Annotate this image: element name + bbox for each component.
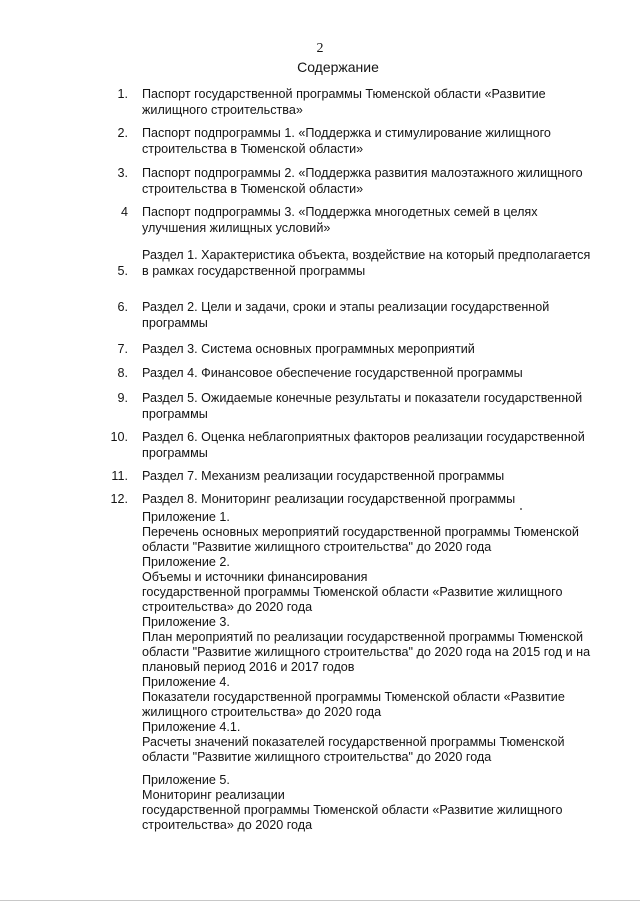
appendix-3 — [142, 615, 622, 675]
appendix-4-1 — [142, 720, 622, 765]
appendix-line: области "Развитие жилищного строительства" до 2020 года — [142, 540, 492, 554]
toc-item-number: 7. — [117, 342, 128, 356]
appendix-line: плановый период 2016 и 2017 годов — [142, 660, 355, 674]
appendix-line: Мониторинг реализации — [142, 788, 285, 802]
appendix-title: Приложение 3. — [142, 615, 230, 629]
appendix-line: Объемы и источники финансирования — [142, 570, 368, 584]
toc-item-line: Паспорт подпрограммы 2. «Поддержка развития малоэтажного жилищного — [142, 166, 583, 180]
appendix-line: государственной программы Тюменской области «Развитие жилищного — [142, 585, 563, 599]
page-number: 2 — [316, 41, 324, 56]
toc-item-number: 5. — [117, 264, 128, 278]
appendix-line: Перечень основных мероприятий государственной программы Тюменской — [142, 525, 579, 539]
appendix-line: жилищного строительства» до 2020 года — [142, 705, 382, 719]
appendix-5 — [142, 773, 622, 833]
toc-item-line: программы — [142, 316, 208, 330]
toc-item-line: строительства в Тюменской области» — [142, 182, 364, 196]
appendix-line: государственной программы Тюменской области «Развитие жилищного — [142, 803, 563, 817]
appendix-title: Приложение 5. — [142, 773, 230, 787]
toc-item-line: в рамках государственной программы — [142, 264, 366, 278]
appendix-title: Приложение 4.1. — [142, 720, 241, 734]
toc-item-number: 8. — [117, 366, 128, 380]
appendix-line: строительства» до 2020 года — [142, 818, 313, 832]
appendix-line: области "Развитие жилищного строительства" до 2020 года — [142, 750, 492, 764]
toc-item-line: Раздел 2. Цели и задачи, сроки и этапы реализации государственной — [142, 300, 550, 314]
toc-item-line: Раздел 4. Финансовое обеспечение государственной программы — [142, 366, 523, 380]
appendix-2 — [142, 555, 622, 615]
toc-item-number: 10. — [110, 430, 128, 444]
toc-item-line: Раздел 5. Ожидаемые конечные результаты и показатели государственной — [142, 391, 583, 405]
appendix-line: План мероприятий по реализации государственной программы Тюменской — [142, 630, 584, 644]
toc-item-line: Раздел 7. Механизм реализации государственной программы — [142, 469, 505, 483]
appendix-4 — [142, 675, 622, 720]
appendix-title: Приложение 2. — [142, 555, 230, 569]
appendix-title: Приложение 1. — [142, 510, 230, 524]
toc-item-line: программы — [142, 446, 208, 460]
page-title: Содержание — [297, 59, 379, 75]
toc-item-number: 2. — [117, 126, 128, 140]
appendix-line: Показатели государственной программы Тюменской области «Развитие — [142, 690, 565, 704]
toc-item-line: жилищного строительства» — [142, 103, 303, 117]
toc-item-number: 3. — [117, 166, 128, 180]
toc-item-number: 4 — [120, 205, 128, 219]
toc-item-line: Раздел 1. Характеристика объекта, воздействие на который предполагается — [142, 248, 591, 262]
toc-item-number: 6. — [117, 300, 128, 314]
toc-item-number: 12. — [110, 492, 128, 506]
toc-item-line: Паспорт подпрограммы 1. «Поддержка и стимулирование жилищного — [142, 126, 551, 140]
appendix-line: строительства» до 2020 года — [142, 600, 313, 614]
toc-item-line: улучшения жилищных условий» — [142, 221, 331, 235]
page-edge — [0, 900, 640, 901]
toc-item-line: Раздел 8. Мониторинг реализации государственной программы — [142, 492, 516, 506]
toc-item-number: 1. — [117, 87, 128, 101]
toc-item-number: 11. — [111, 469, 128, 483]
appendix-1 — [142, 510, 622, 555]
toc-item-line: строительства в Тюменской области» — [142, 142, 364, 156]
toc-item-line: Паспорт подпрограммы 3. «Поддержка многодетных семей в целях — [142, 205, 538, 219]
appendix-title: Приложение 4. — [142, 675, 230, 689]
toc-item-line: Паспорт государственной программы Тюменской области «Развитие — [142, 87, 546, 101]
toc-item-number: 9. — [117, 391, 128, 405]
scan-speck — [520, 508, 522, 510]
toc-item-line: программы — [142, 407, 208, 421]
appendix-line: Расчеты значений показателей государственной программы Тюменской — [142, 735, 565, 749]
toc-item-line: Раздел 3. Система основных программных мероприятий — [142, 342, 475, 356]
appendix-line: области "Развитие жилищного строительства" до 2020 года на 2015 год и на — [142, 645, 591, 659]
toc-item-line: Раздел 6. Оценка неблагоприятных факторов реализации государственной — [142, 430, 585, 444]
